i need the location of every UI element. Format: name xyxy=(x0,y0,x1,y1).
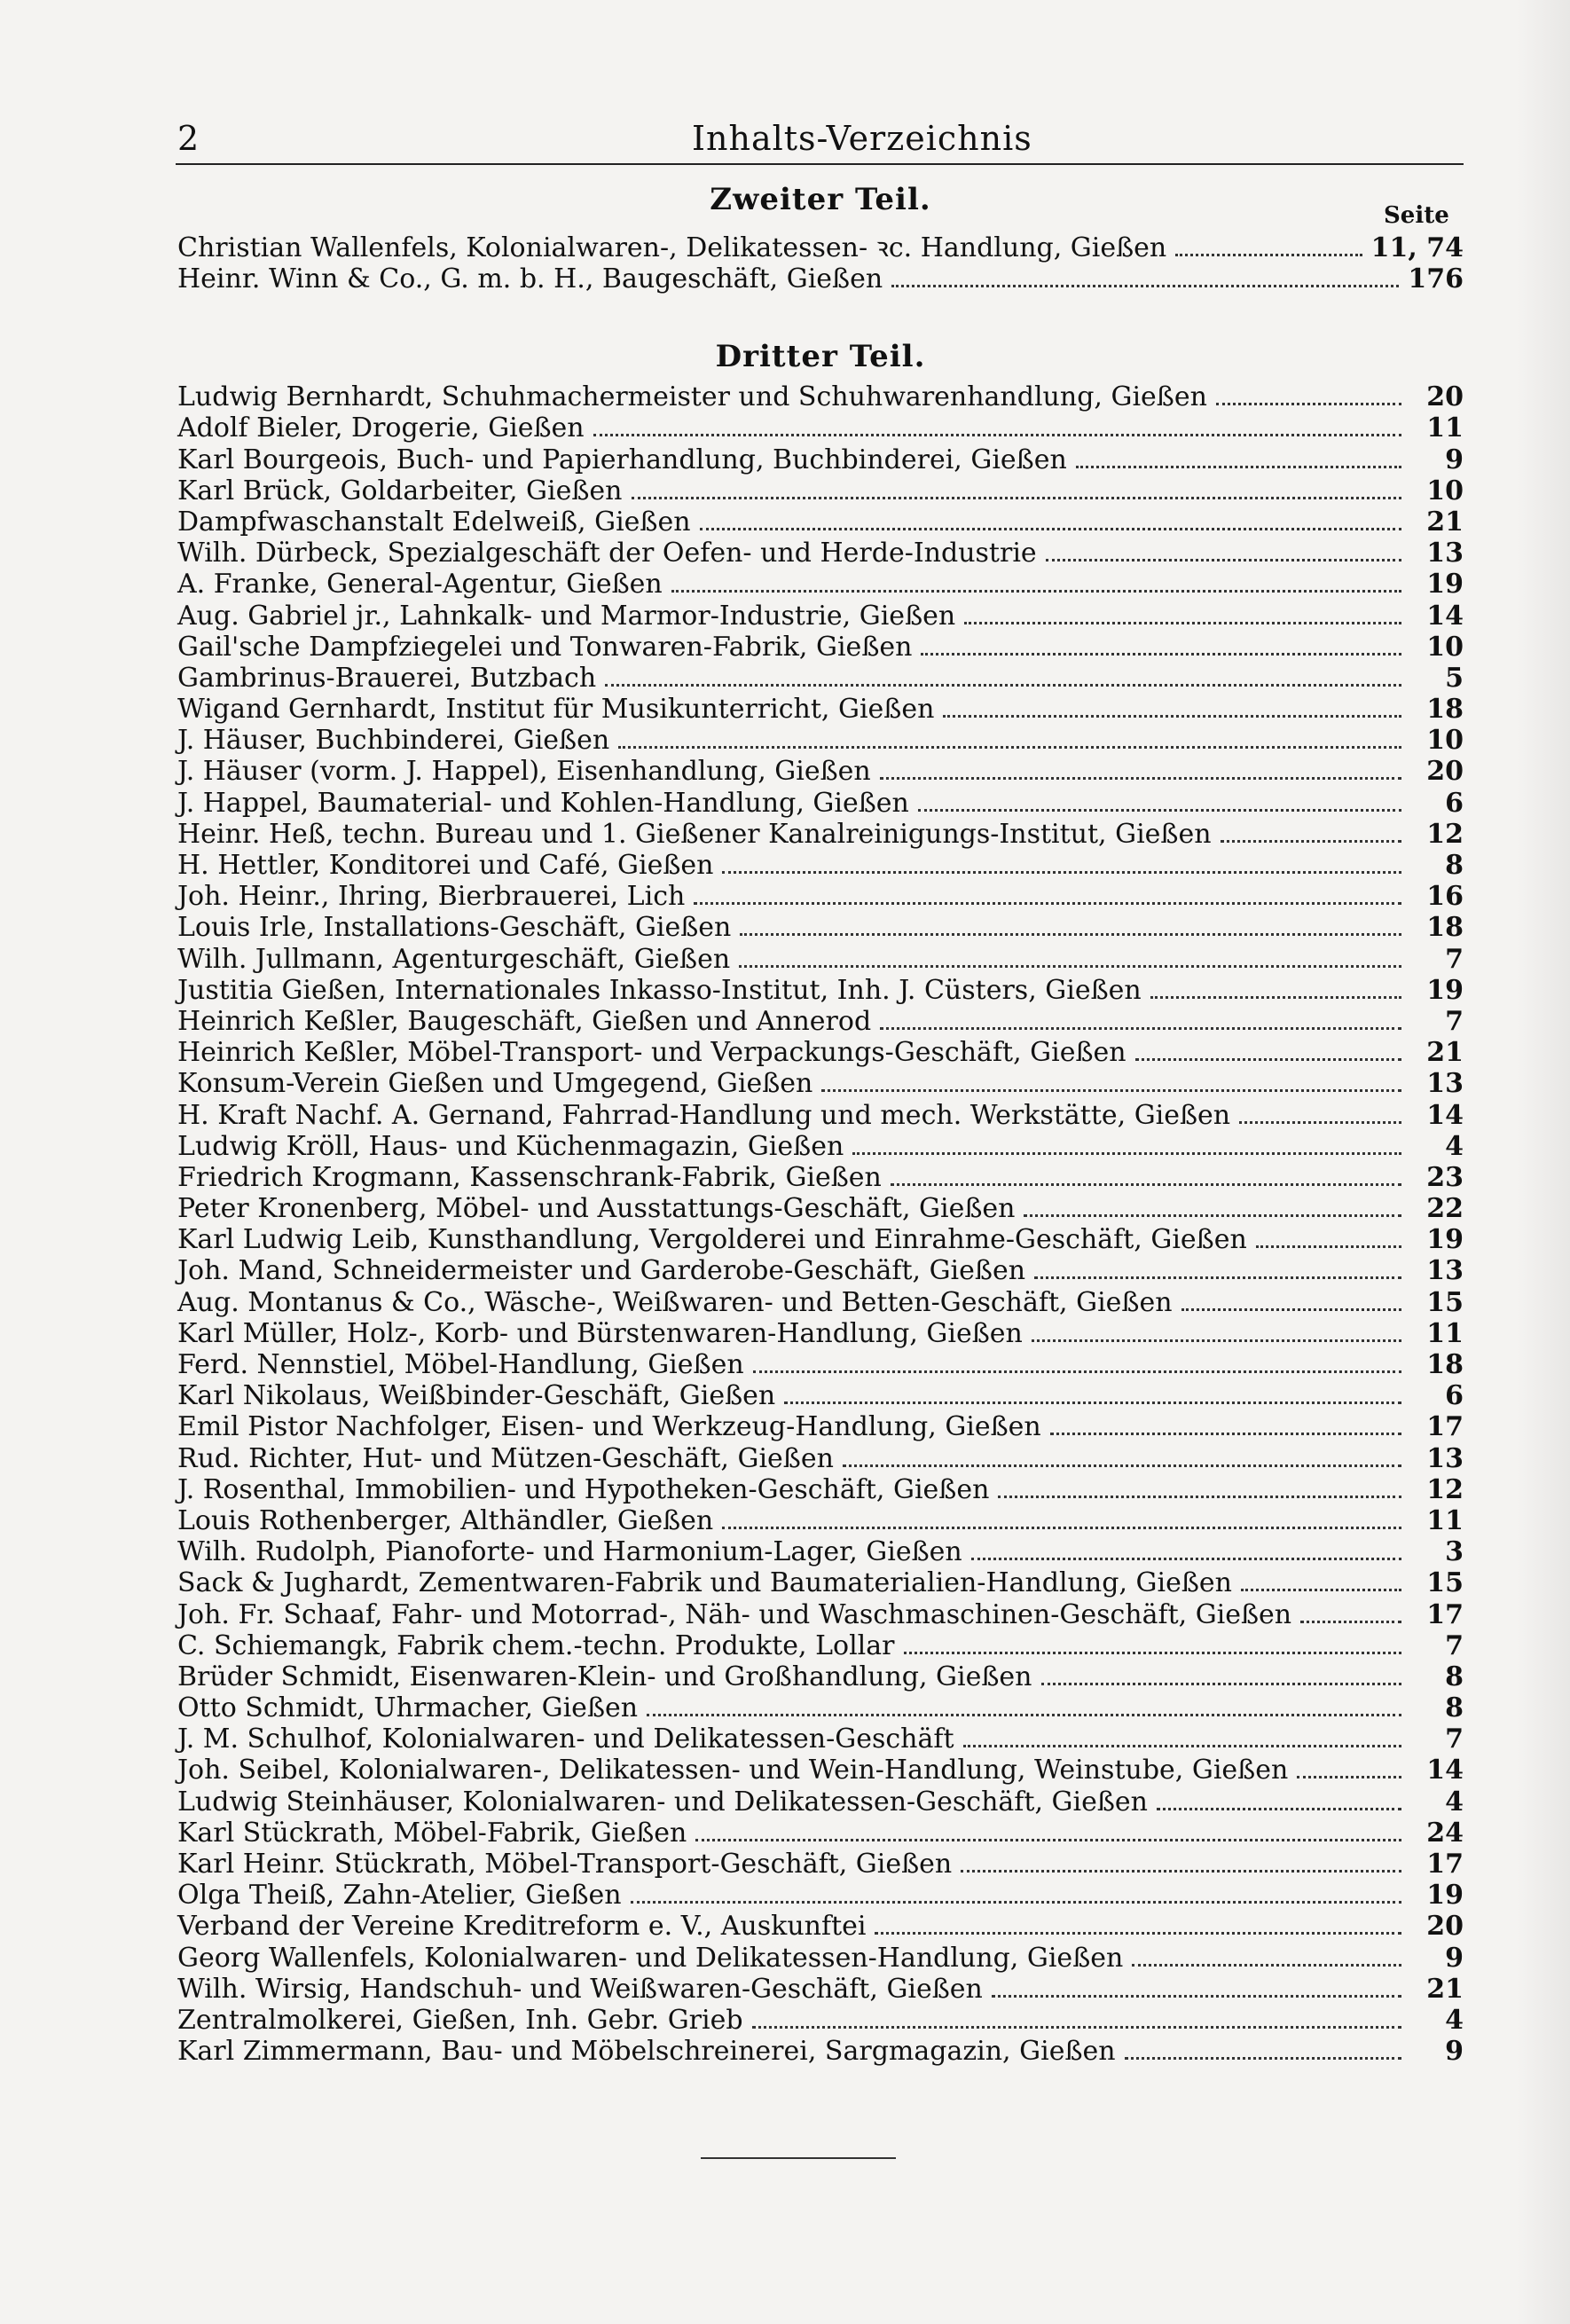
toc-entry-name: Sack & Jughardt, Zementwaren-Fabrik und Baumaterialien-Handlung, Gießen xyxy=(177,1567,1232,1599)
toc-entry xyxy=(177,569,1464,600)
toc-entry xyxy=(177,1880,1464,1911)
toc-entry-page: 17 xyxy=(1426,1598,1464,1630)
toc-entry xyxy=(177,381,1464,412)
toc-entry-name: Peter Kronenberg, Möbel- und Ausstattungs-Geschäft, Gießen xyxy=(177,1193,1016,1225)
toc-entry-name: Friedrich Krogmann, Kassenschrank-Fabrik, Gießen xyxy=(177,1161,882,1193)
dot-leader xyxy=(1135,1058,1401,1061)
dot-leader xyxy=(647,1714,1401,1716)
toc-entry xyxy=(177,1131,1464,1162)
page-number: 2 xyxy=(177,119,200,158)
toc-entry-name: Dampfwaschanstalt Edelweiß, Gießen xyxy=(177,506,691,538)
toc-entry-name: Ludwig Kröll, Haus- und Küchenmagazin, Gießen xyxy=(177,1130,844,1162)
dot-leader xyxy=(1241,1589,1401,1591)
toc-entry-page: 11 xyxy=(1426,1504,1464,1536)
toc-entry-name: J. Happel, Baumaterial- und Kohlen-Handlung, Gießen xyxy=(177,787,909,819)
toc-entry xyxy=(177,1755,1464,1786)
toc-entry-name: J. M. Schulhof, Kolonialwaren- und Delikatessen-Geschäft xyxy=(177,1723,954,1755)
dot-leader xyxy=(880,1027,1401,1030)
toc-entry xyxy=(177,1536,1464,1567)
toc-entry-name: Gambrinus-Brauerei, Butzbach xyxy=(177,662,597,694)
toc-entry xyxy=(177,912,1464,943)
dot-leader xyxy=(1216,403,1401,405)
toc-entry-name: Georg Wallenfels, Kolonialwaren- und Delikatessen-Handlung, Gießen xyxy=(177,1942,1124,1974)
toc-entry-page: 17 xyxy=(1426,1411,1464,1443)
toc-entry xyxy=(177,1099,1464,1130)
dot-leader xyxy=(700,528,1401,530)
dot-leader xyxy=(1032,1339,1401,1342)
toc-entry-name: Karl Nikolaus, Weißbinder-Geschäft, Gießen xyxy=(177,1380,776,1412)
section-heading-dritter-teil: Dritter Teil. xyxy=(715,339,926,374)
toc-entry-name: Ferd. Nennstiel, Möbel-Handlung, Gießen xyxy=(177,1349,744,1380)
toc-entry-name: Louis Irle, Installations-Geschäft, Gießen xyxy=(177,912,732,944)
toc-entry-page: 15 xyxy=(1426,1286,1464,1318)
toc-entry xyxy=(177,1942,1464,1973)
dot-leader xyxy=(998,1496,1401,1498)
toc-entry xyxy=(177,1068,1464,1099)
dot-leader xyxy=(1132,1964,1401,1967)
toc-entry xyxy=(177,1692,1464,1723)
dot-leader xyxy=(1221,840,1401,843)
toc-entry-name: Rud. Richter, Hut- und Mützen-Geschäft, Gießen xyxy=(177,1442,834,1474)
toc-entry-page: 18 xyxy=(1426,912,1464,944)
toc-entry-name: J. Häuser (vorm. J. Happel), Eisenhandlung, Gießen xyxy=(177,756,871,788)
toc-entry xyxy=(177,1193,1464,1224)
toc-entry-page: 8 xyxy=(1445,1661,1464,1692)
dot-leader xyxy=(1181,1308,1401,1311)
dot-leader xyxy=(971,1558,1401,1560)
toc-entry-page: 19 xyxy=(1426,974,1464,1006)
toc-entry xyxy=(177,1411,1464,1442)
toc-entry xyxy=(177,1911,1464,1942)
toc-entry xyxy=(177,506,1464,538)
toc-entry xyxy=(177,1849,1464,1880)
toc-entry xyxy=(177,1723,1464,1755)
toc-entry-page: 13 xyxy=(1426,1255,1464,1287)
dot-leader xyxy=(963,1745,1401,1747)
dot-leader xyxy=(739,965,1401,968)
dot-leader xyxy=(632,497,1402,499)
toc-entry xyxy=(177,725,1464,756)
toc-entry-name: Karl Ludwig Leib, Kunsthandlung, Vergolderei und Einrahme-Geschäft, Gießen xyxy=(177,1224,1247,1256)
dot-leader xyxy=(784,1401,1401,1404)
toc-entry-page: 12 xyxy=(1426,1473,1464,1505)
toc-entry xyxy=(177,975,1464,1006)
toc-entry xyxy=(177,1224,1464,1255)
toc-entry-page: 19 xyxy=(1426,1880,1464,1912)
toc-entry-page: 7 xyxy=(1445,1723,1464,1755)
dot-leader xyxy=(1175,254,1362,256)
dot-leader xyxy=(961,1870,1401,1873)
dot-leader xyxy=(605,684,1401,687)
toc-entry-name: Wilh. Wirsig, Handschuh- und Weißwaren-Geschäft, Gießen xyxy=(177,1973,983,2005)
toc-entry-page: 5 xyxy=(1445,662,1464,694)
toc-entry xyxy=(177,412,1464,444)
dot-leader xyxy=(753,1370,1401,1373)
toc-entry-page: 14 xyxy=(1426,1755,1464,1786)
toc-entry xyxy=(177,1380,1464,1411)
dot-leader xyxy=(752,2026,1401,2029)
dot-leader xyxy=(1076,466,1401,468)
toc-entry xyxy=(177,1661,1464,1692)
dot-leader xyxy=(722,1527,1401,1529)
toc-entry-name: Zentralmolkerei, Gießen, Inh. Gebr. Grieb xyxy=(177,2004,743,2036)
toc-entry xyxy=(177,787,1464,818)
dot-leader xyxy=(921,653,1401,656)
toc-entry-name: Karl Bourgeois, Buch- und Papierhandlung, Buchbinderei, Gießen xyxy=(177,444,1067,475)
toc-entry-name: Heinrich Keßler, Baugeschäft, Gießen und Annerod xyxy=(177,1005,872,1037)
dot-leader xyxy=(1041,1683,1402,1685)
footer-rule xyxy=(701,2157,896,2159)
dot-leader xyxy=(943,715,1401,718)
toc-entry xyxy=(177,1037,1464,1068)
dot-leader xyxy=(740,933,1401,936)
section2-entry-list xyxy=(177,232,1464,294)
toc-entry-page: 14 xyxy=(1426,1099,1464,1131)
toc-entry xyxy=(177,2036,1464,2067)
toc-entry-name: Brüder Schmidt, Eisenwaren-Klein- und Großhandlung, Gießen xyxy=(177,1661,1032,1692)
toc-entry-name: H. Hettler, Konditorei und Café, Gießen xyxy=(177,850,714,881)
toc-entry-page: 19 xyxy=(1426,1224,1464,1256)
toc-entry xyxy=(177,1630,1464,1661)
toc-entry xyxy=(177,1786,1464,1817)
toc-entry-page: 14 xyxy=(1426,600,1464,632)
toc-entry-page: 11, 74 xyxy=(1370,232,1464,264)
toc-entry xyxy=(177,1162,1464,1193)
dot-leader xyxy=(992,1995,1401,1998)
toc-entry xyxy=(177,1442,1464,1473)
toc-entry-page: 8 xyxy=(1445,1692,1464,1724)
toc-entry-name: Louis Rothenberger, Althändler, Gießen xyxy=(177,1504,714,1536)
toc-entry-page: 13 xyxy=(1426,538,1464,569)
toc-entry xyxy=(177,1286,1464,1317)
toc-entry xyxy=(177,1567,1464,1598)
toc-entry-name: Heinr. Heß, techn. Bureau und 1. Gießener Kanalreinigungs-Institut, Gießen xyxy=(177,818,1212,850)
toc-entry-page: 20 xyxy=(1426,381,1464,413)
toc-entry-page: 6 xyxy=(1445,1380,1464,1412)
toc-entry-page: 21 xyxy=(1426,1973,1464,2005)
toc-entry-name: Karl Stückrath, Möbel-Fabrik, Gießen xyxy=(177,1817,687,1849)
toc-entry-page: 10 xyxy=(1426,725,1464,757)
toc-entry-name: Ludwig Steinhäuser, Kolonialwaren- und Delikatessen-Geschäft, Gießen xyxy=(177,1786,1148,1818)
toc-entry-page: 6 xyxy=(1445,787,1464,819)
toc-entry-page: 9 xyxy=(1445,2036,1464,2068)
toc-entry-name: Karl Heinr. Stückrath, Möbel-Transport-Geschäft, Gießen xyxy=(177,1849,953,1880)
toc-entry-name: Joh. Seibel, Kolonialwaren-, Delikatessen- und Wein-Handlung, Weinstube, Gießen xyxy=(177,1755,1289,1786)
toc-entry-page: 16 xyxy=(1426,881,1464,913)
toc-entry-page: 7 xyxy=(1445,1629,1464,1661)
toc-entry-page: 4 xyxy=(1445,2004,1464,2036)
dot-leader xyxy=(671,590,1401,593)
toc-entry xyxy=(177,1318,1464,1349)
section-heading-zweiter-teil: Zweiter Teil. xyxy=(710,182,931,217)
toc-entry xyxy=(177,1974,1464,2005)
dot-leader xyxy=(852,1152,1401,1155)
toc-entry-page: 22 xyxy=(1426,1193,1464,1225)
toc-entry-name: Joh. Heinr., Ihring, Bierbrauerei, Lich xyxy=(177,881,686,913)
toc-entry-name: J. Häuser, Buchbinderei, Gießen xyxy=(177,725,610,757)
toc-entry xyxy=(177,1349,1464,1380)
toc-entry-page: 11 xyxy=(1426,412,1464,444)
toc-entry-page: 21 xyxy=(1426,506,1464,538)
toc-entry-page: 176 xyxy=(1408,263,1464,295)
toc-entry xyxy=(177,756,1464,787)
toc-entry xyxy=(177,1006,1464,1037)
toc-entry-page: 15 xyxy=(1426,1567,1464,1599)
dot-leader xyxy=(880,777,1401,780)
toc-entry xyxy=(177,475,1464,506)
toc-entry-name: Wilh. Dürbeck, Spezialgeschäft der Oefen- und Herde-Industrie xyxy=(177,538,1037,569)
dot-leader xyxy=(1034,1276,1401,1279)
toc-entry-page: 19 xyxy=(1426,569,1464,601)
toc-entry-name: Justitia Gießen, Internationales Inkasso-Institut, Inh. J. Cüsters, Gießen xyxy=(177,974,1142,1006)
toc-entry-page: 20 xyxy=(1426,756,1464,788)
toc-entry xyxy=(177,632,1464,663)
toc-entry-page: 8 xyxy=(1445,850,1464,881)
toc-entry-name: Wigand Gernhardt, Institut für Musikunterricht, Gießen xyxy=(177,694,935,726)
toc-entry xyxy=(177,1474,1464,1505)
dot-leader xyxy=(875,1932,1401,1935)
page-column-label: Seite xyxy=(1384,202,1449,229)
dot-leader xyxy=(722,871,1401,874)
toc-entry-page: 13 xyxy=(1426,1068,1464,1100)
running-title: Inhalts-Verzeichnis xyxy=(692,119,1032,158)
dot-leader xyxy=(618,746,1401,749)
toc-entry xyxy=(177,850,1464,881)
toc-entry-name: Wilh. Jullmann, Agenturgeschäft, Gießen xyxy=(177,943,731,975)
toc-entry-name: Heinrich Keßler, Möbel-Transport- und Verpackungs-Geschäft, Gießen xyxy=(177,1037,1126,1069)
toc-entry-page: 9 xyxy=(1445,444,1464,475)
toc-entry-name: Joh. Fr. Schaaf, Fahr- und Motorrad-, Näh- und Waschmaschinen-Geschäft, Gießen xyxy=(177,1598,1292,1630)
dot-leader xyxy=(821,1089,1401,1092)
toc-entry-name: Konsum-Verein Gießen und Umgegend, Gießen xyxy=(177,1068,813,1100)
dot-leader xyxy=(1297,1776,1401,1778)
toc-entry-name: Otto Schmidt, Uhrmacher, Gießen xyxy=(177,1692,639,1724)
dot-leader xyxy=(1046,559,1401,561)
toc-entry-name: Wilh. Rudolph, Pianoforte- und Harmonium-Lager, Gießen xyxy=(177,1536,962,1568)
dot-leader xyxy=(891,285,1399,287)
toc-entry xyxy=(177,1818,1464,1849)
toc-entry-page: 12 xyxy=(1426,818,1464,850)
toc-entry-page: 4 xyxy=(1445,1130,1464,1162)
dot-leader xyxy=(1239,1121,1401,1124)
toc-entry xyxy=(177,943,1464,974)
toc-entry xyxy=(177,232,1464,263)
toc-entry xyxy=(177,538,1464,569)
dot-leader xyxy=(1125,2057,1401,2060)
dot-leader xyxy=(593,434,1401,436)
toc-entry-name: Aug. Montanus & Co., Wäsche-, Weißwaren- und Betten-Geschäft, Gießen xyxy=(177,1286,1173,1318)
dot-leader xyxy=(631,1901,1401,1904)
toc-entry-name: A. Franke, General-Agentur, Gießen xyxy=(177,569,663,601)
toc-entry-name: Gail'sche Dampfziegelei und Tonwaren-Fabrik, Gießen xyxy=(177,631,913,663)
toc-entry xyxy=(177,663,1464,694)
toc-entry-page: 10 xyxy=(1426,631,1464,663)
toc-entry xyxy=(177,444,1464,475)
toc-entry-name: Ludwig Bernhardt, Schuhmachermeister und Schuhwarenhandlung, Gießen xyxy=(177,381,1207,413)
header-rule xyxy=(176,163,1464,165)
toc-entry-name: Christian Wallenfels, Kolonialwaren-, Delikatessen- ꝛc. Handlung, Gießen xyxy=(177,232,1167,264)
dot-leader xyxy=(695,1839,1401,1841)
page-header xyxy=(177,106,1464,160)
toc-entry xyxy=(177,1505,1464,1536)
toc-entry-page: 18 xyxy=(1426,1349,1464,1380)
toc-entry-page: 20 xyxy=(1426,1911,1464,1943)
toc-entry-page: 7 xyxy=(1445,943,1464,975)
dot-leader xyxy=(1300,1621,1401,1623)
dot-leader xyxy=(1150,996,1401,999)
toc-entry-name: Aug. Gabriel jr., Lahnkalk- und Marmor-Industrie, Gießen xyxy=(177,600,956,632)
toc-entry-name: J. Rosenthal, Immobilien- und Hypotheken-Geschäft, Gießen xyxy=(177,1473,990,1505)
toc-entry xyxy=(177,2005,1464,2036)
toc-entry xyxy=(177,263,1464,294)
dot-leader xyxy=(694,902,1401,905)
toc-entry-page: 24 xyxy=(1426,1817,1464,1849)
toc-entry-name: H. Kraft Nachf. A. Gernand, Fahrrad-Handlung und mech. Werkstätte, Gießen xyxy=(177,1099,1231,1131)
toc-entry-name: Verband der Vereine Kreditreform e. V., Auskunftei xyxy=(177,1911,867,1943)
dot-leader xyxy=(843,1464,1401,1467)
toc-entry-page: 18 xyxy=(1426,694,1464,726)
toc-entry-page: 10 xyxy=(1426,475,1464,506)
toc-entry-page: 21 xyxy=(1426,1037,1464,1069)
toc-entry-name: C. Schiemangk, Fabrik chem.-techn. Produkte, Lollar xyxy=(177,1629,895,1661)
toc-entry xyxy=(177,1255,1464,1286)
toc-entry xyxy=(177,819,1464,850)
toc-entry-name: Karl Zimmermann, Bau- und Möbelschreinerei, Sargmagazin, Gießen xyxy=(177,2036,1116,2068)
section3-entry-list xyxy=(177,381,1464,2067)
toc-entry-page: 7 xyxy=(1445,1005,1464,1037)
paper-edge-shadow xyxy=(1517,0,1570,2324)
toc-entry-name: Heinr. Winn & Co., G. m. b. H., Baugeschäft, Gießen xyxy=(177,263,883,295)
toc-entry-page: 23 xyxy=(1426,1161,1464,1193)
toc-entry-page: 3 xyxy=(1445,1536,1464,1568)
toc-entry xyxy=(177,600,1464,631)
dot-leader xyxy=(1050,1433,1401,1435)
toc-entry xyxy=(177,1598,1464,1629)
toc-entry xyxy=(177,694,1464,725)
dot-leader xyxy=(1157,1808,1401,1810)
dot-leader xyxy=(1024,1214,1401,1217)
dot-leader xyxy=(918,809,1401,812)
toc-entry-name: Olga Theiß, Zahn-Atelier, Gießen xyxy=(177,1880,622,1912)
dot-leader xyxy=(964,622,1401,624)
toc-entry xyxy=(177,881,1464,912)
dot-leader xyxy=(1256,1245,1401,1248)
dot-leader xyxy=(891,1183,1401,1186)
toc-entry-page: 17 xyxy=(1426,1849,1464,1880)
toc-entry-name: Karl Müller, Holz-, Korb- und Bürstenwaren-Handlung, Gießen xyxy=(177,1317,1023,1349)
toc-entry-page: 13 xyxy=(1426,1442,1464,1474)
dot-leader xyxy=(904,1652,1401,1654)
toc-entry-name: Karl Brück, Goldarbeiter, Gießen xyxy=(177,475,623,506)
toc-entry-page: 4 xyxy=(1445,1786,1464,1818)
toc-entry-name: Emil Pistor Nachfolger, Eisen- und Werkzeug-Handlung, Gießen xyxy=(177,1411,1041,1443)
toc-entry-name: Joh. Mand, Schneidermeister und Garderobe-Geschäft, Gießen xyxy=(177,1255,1026,1287)
toc-entry-name: Adolf Bieler, Drogerie, Gießen xyxy=(177,412,585,444)
toc-entry-page: 11 xyxy=(1426,1317,1464,1349)
toc-entry-page: 9 xyxy=(1445,1942,1464,1974)
